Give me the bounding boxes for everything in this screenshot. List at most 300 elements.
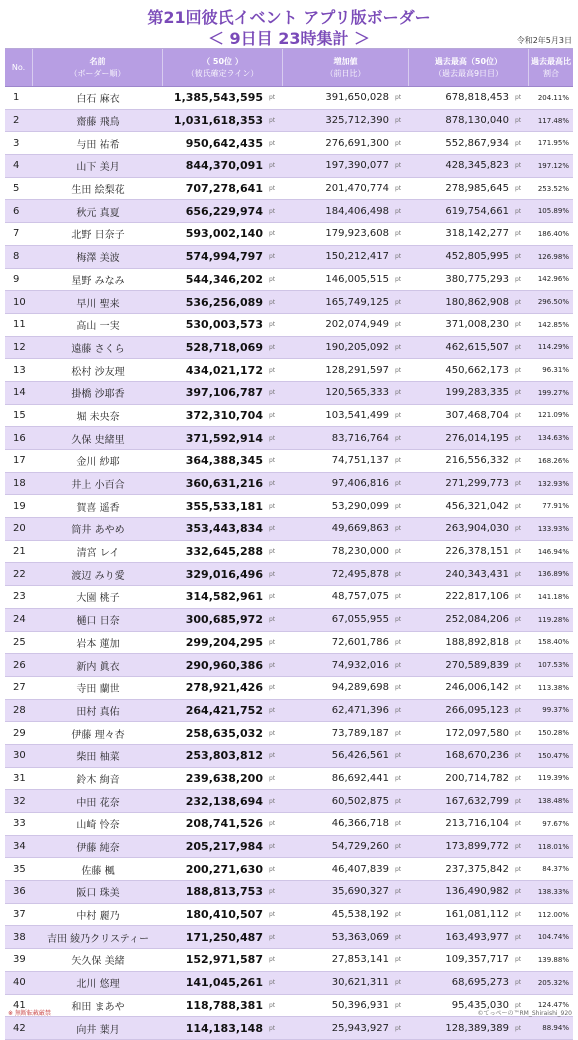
row-increase-value: 62,471,396 xyxy=(331,704,389,716)
row-border-value: 360,631,216 xyxy=(185,477,263,491)
row-increase-value: 94,289,698 xyxy=(331,682,389,694)
unit-label: pt xyxy=(395,411,402,419)
row-increase-value: 67,055,955 xyxy=(331,614,389,626)
row-border xyxy=(163,200,283,222)
row-border xyxy=(163,246,283,268)
row-no-value: 32 xyxy=(13,795,26,807)
row-border xyxy=(163,269,283,291)
row-border xyxy=(163,1017,283,1039)
unit-label: pt xyxy=(269,548,276,556)
unit-label: pt xyxy=(269,911,276,919)
row-ratio xyxy=(529,291,573,313)
unit-label: pt xyxy=(395,661,402,669)
row-name xyxy=(33,518,163,540)
unit-label: pt xyxy=(269,1024,276,1032)
table-row xyxy=(5,904,573,927)
row-ratio xyxy=(529,790,573,812)
row-name-value: 秋元 真夏 xyxy=(76,207,120,219)
row-border xyxy=(163,790,283,812)
unit-label: pt xyxy=(515,979,522,987)
table-row xyxy=(5,110,573,133)
row-past xyxy=(409,246,529,268)
row-past xyxy=(409,1017,529,1039)
row-no-value: 25 xyxy=(13,636,26,648)
unit-label: pt xyxy=(395,389,402,397)
row-past-value: 246,006,142 xyxy=(445,682,509,694)
row-ratio-value: 133.93% xyxy=(537,524,569,533)
row-increase-value: 202,074,949 xyxy=(325,319,389,331)
unit-label: pt xyxy=(269,1001,276,1009)
row-ratio xyxy=(529,246,573,268)
row-no-value: 29 xyxy=(13,727,26,739)
row-border-value: 1,385,543,595 xyxy=(173,91,263,105)
unit-label: pt xyxy=(515,411,522,419)
row-increase xyxy=(283,541,409,563)
row-increase xyxy=(283,473,409,495)
row-border-value: 205,217,984 xyxy=(185,840,263,854)
unit-label: pt xyxy=(515,774,522,782)
row-name-value: 堀 未央奈 xyxy=(76,411,120,423)
unit-label: pt xyxy=(269,843,276,851)
header-name xyxy=(33,49,163,86)
table-row xyxy=(5,155,573,178)
row-no-value: 38 xyxy=(13,931,26,943)
header-no-label: No. xyxy=(11,62,26,72)
unit-label: pt xyxy=(395,457,402,465)
table-row xyxy=(5,858,573,881)
row-border xyxy=(163,110,283,132)
table-row xyxy=(5,926,573,949)
table-row xyxy=(5,427,573,450)
unit-label: pt xyxy=(515,729,522,737)
table-row xyxy=(5,722,573,745)
row-ratio xyxy=(529,427,573,449)
row-no xyxy=(5,790,33,812)
row-past-value: 278,985,645 xyxy=(445,183,509,195)
unit-label: pt xyxy=(395,343,402,351)
row-border xyxy=(163,132,283,154)
row-name-value: 寺田 蘭世 xyxy=(76,684,120,696)
row-increase-value: 53,290,099 xyxy=(331,500,389,512)
unit-label: pt xyxy=(269,616,276,624)
unit-label: pt xyxy=(269,94,276,102)
unit-label: pt xyxy=(395,321,402,329)
row-ratio-value: 119.28% xyxy=(537,615,569,624)
row-increase xyxy=(283,745,409,767)
table-row xyxy=(5,813,573,836)
header-name-sub: （ボーダー順） xyxy=(69,68,126,78)
row-border xyxy=(163,926,283,948)
header-border-sub: （彼氏確定ライン） xyxy=(186,68,259,78)
row-ratio xyxy=(529,563,573,585)
unit-label: pt xyxy=(269,865,276,873)
row-increase xyxy=(283,836,409,858)
row-ratio-value: 112.00% xyxy=(537,910,569,919)
row-increase-value: 46,366,718 xyxy=(331,818,389,830)
row-name xyxy=(33,995,163,1017)
row-border xyxy=(163,178,283,200)
header-ratio xyxy=(529,49,573,86)
row-no xyxy=(5,405,33,427)
row-no xyxy=(5,518,33,540)
header-ratio-label: 過去最高比 xyxy=(531,56,571,66)
row-increase xyxy=(283,995,409,1017)
row-ratio xyxy=(529,586,573,608)
unit-label: pt xyxy=(515,616,522,624)
unit-label: pt xyxy=(269,434,276,442)
row-no xyxy=(5,768,33,790)
row-increase-value: 46,407,839 xyxy=(331,863,389,875)
row-increase xyxy=(283,632,409,654)
header-no xyxy=(5,49,33,86)
row-past-value: 276,014,195 xyxy=(445,432,509,444)
row-name xyxy=(33,223,163,245)
row-ratio-value: 142.85% xyxy=(537,320,569,329)
unit-label: pt xyxy=(395,865,402,873)
row-increase xyxy=(283,790,409,812)
row-name-value: 井上 小百合 xyxy=(71,480,125,492)
row-past xyxy=(409,836,529,858)
unit-label: pt xyxy=(269,139,276,147)
unit-label: pt xyxy=(395,1001,402,1009)
header-border-label: （ 50位 ） xyxy=(202,56,243,66)
row-past xyxy=(409,609,529,631)
row-ratio-value: 124.47% xyxy=(537,1001,569,1010)
row-increase-value: 128,291,597 xyxy=(325,364,389,376)
row-past xyxy=(409,473,529,495)
row-past xyxy=(409,858,529,880)
table-row xyxy=(5,745,573,768)
row-increase-value: 48,757,075 xyxy=(331,591,389,603)
row-no xyxy=(5,178,33,200)
report-date: 令和2年5月3日 xyxy=(516,36,572,45)
row-increase-value: 120,565,333 xyxy=(325,387,389,399)
row-border xyxy=(163,813,283,835)
row-border-value: 253,803,812 xyxy=(185,749,263,763)
row-ratio-value: 136.89% xyxy=(537,570,569,579)
row-past xyxy=(409,314,529,336)
row-no xyxy=(5,200,33,222)
row-increase xyxy=(283,450,409,472)
row-ratio xyxy=(529,858,573,880)
row-past xyxy=(409,155,529,177)
row-no xyxy=(5,632,33,654)
row-past xyxy=(409,972,529,994)
table-row xyxy=(5,495,573,518)
row-no-value: 41 xyxy=(13,999,26,1011)
header-increase-sub: （前日比） xyxy=(325,68,366,78)
row-border xyxy=(163,632,283,654)
row-past xyxy=(409,745,529,767)
row-border xyxy=(163,722,283,744)
row-border xyxy=(163,972,283,994)
row-increase xyxy=(283,881,409,903)
row-past xyxy=(409,200,529,222)
row-border xyxy=(163,654,283,676)
row-border-value: 152,971,587 xyxy=(185,953,263,967)
unit-label: pt xyxy=(515,162,522,170)
unit-label: pt xyxy=(395,570,402,578)
row-increase xyxy=(283,926,409,948)
unit-label: pt xyxy=(395,933,402,941)
row-border-value: 544,346,202 xyxy=(185,272,263,286)
unit-label: pt xyxy=(395,956,402,964)
row-past-value: 200,714,782 xyxy=(445,772,509,784)
row-name xyxy=(33,609,163,631)
row-name xyxy=(33,858,163,880)
row-border xyxy=(163,518,283,540)
row-border xyxy=(163,995,283,1017)
row-ratio-value: 113.38% xyxy=(537,683,569,692)
row-increase-value: 54,729,260 xyxy=(331,841,389,853)
row-border xyxy=(163,586,283,608)
row-ratio xyxy=(529,654,573,676)
row-no-value: 10 xyxy=(13,296,26,308)
row-border-value: 299,204,295 xyxy=(185,635,263,649)
row-past xyxy=(409,337,529,359)
row-increase-value: 50,396,931 xyxy=(331,999,389,1011)
row-past-value: 452,805,995 xyxy=(445,251,509,263)
row-no-value: 33 xyxy=(13,818,26,830)
border-table xyxy=(5,48,573,1040)
table-row xyxy=(5,450,573,473)
unit-label: pt xyxy=(395,94,402,102)
row-name xyxy=(33,405,163,427)
row-name xyxy=(33,677,163,699)
row-past-value: 68,695,273 xyxy=(451,977,509,989)
unit-label: pt xyxy=(515,230,522,238)
row-name xyxy=(33,132,163,154)
row-ratio xyxy=(529,881,573,903)
row-no xyxy=(5,677,33,699)
row-no-value: 42 xyxy=(13,1022,26,1034)
row-increase xyxy=(283,654,409,676)
row-increase-value: 190,205,092 xyxy=(325,341,389,353)
row-ratio-value: 150.47% xyxy=(537,751,569,760)
row-no-value: 34 xyxy=(13,841,26,853)
row-past-value: 172,097,580 xyxy=(445,727,509,739)
row-ratio-value: 99.37% xyxy=(542,706,569,715)
table-row xyxy=(5,677,573,700)
row-increase xyxy=(283,359,409,381)
unit-label: pt xyxy=(269,207,276,215)
unit-label: pt xyxy=(395,774,402,782)
row-ratio-value: 296.50% xyxy=(537,298,569,307)
row-ratio xyxy=(529,110,573,132)
row-name-value: 新内 眞衣 xyxy=(76,661,120,673)
unit-label: pt xyxy=(269,729,276,737)
table-header xyxy=(5,49,573,87)
table-row xyxy=(5,359,573,382)
row-increase-value: 27,853,141 xyxy=(331,954,389,966)
row-past xyxy=(409,563,529,585)
row-no xyxy=(5,813,33,835)
unit-label: pt xyxy=(395,207,402,215)
row-name xyxy=(33,722,163,744)
row-past-value: 95,435,030 xyxy=(451,999,509,1011)
row-name-value: 鈴木 絢音 xyxy=(76,774,120,786)
row-past xyxy=(409,700,529,722)
row-name xyxy=(33,881,163,903)
row-past-value: 161,081,112 xyxy=(445,909,509,921)
row-name xyxy=(33,427,163,449)
row-no-value: 27 xyxy=(13,682,26,694)
row-past xyxy=(409,768,529,790)
unit-label: pt xyxy=(395,480,402,488)
row-past-value: 462,615,507 xyxy=(445,341,509,353)
unit-label: pt xyxy=(395,298,402,306)
row-no-value: 16 xyxy=(13,432,26,444)
table-row xyxy=(5,382,573,405)
row-increase-value: 56,426,561 xyxy=(331,750,389,762)
row-no-value: 1 xyxy=(13,92,20,104)
row-increase xyxy=(283,1017,409,1039)
row-name-value: 松村 沙友理 xyxy=(71,366,125,378)
row-name xyxy=(33,768,163,790)
row-name-value: 筒井 あやめ xyxy=(71,525,125,537)
unit-label: pt xyxy=(395,820,402,828)
row-name xyxy=(33,337,163,359)
header-increase-label: 増加値 xyxy=(333,56,358,66)
row-past xyxy=(409,405,529,427)
table-row xyxy=(5,700,573,723)
table-row xyxy=(5,269,573,292)
row-ratio xyxy=(529,1017,573,1039)
row-border xyxy=(163,677,283,699)
page-subtitle: ＜ 9日目 23時集計 ＞ xyxy=(207,29,371,48)
row-name-value: 齋藤 飛鳥 xyxy=(76,117,120,129)
unit-label: pt xyxy=(269,502,276,510)
row-border xyxy=(163,473,283,495)
row-ratio xyxy=(529,200,573,222)
row-no xyxy=(5,337,33,359)
row-no-value: 5 xyxy=(13,183,20,195)
row-ratio xyxy=(529,132,573,154)
unit-label: pt xyxy=(395,253,402,261)
row-border xyxy=(163,563,283,585)
row-past-value: 180,862,908 xyxy=(445,296,509,308)
row-border-value: 290,960,386 xyxy=(185,658,263,672)
row-past xyxy=(409,926,529,948)
row-past xyxy=(409,586,529,608)
row-name xyxy=(33,382,163,404)
table-row xyxy=(5,178,573,201)
row-border-value: 208,741,526 xyxy=(185,817,263,831)
row-name-value: 吉田 綾乃クリスティー xyxy=(47,933,149,945)
row-ratio xyxy=(529,269,573,291)
row-name xyxy=(33,949,163,971)
row-ratio-value: 141.18% xyxy=(537,592,569,601)
row-past-value: 371,008,230 xyxy=(445,319,509,331)
row-past xyxy=(409,132,529,154)
row-border-value: 332,645,288 xyxy=(185,545,263,559)
row-border-value: 593,002,140 xyxy=(185,227,263,241)
unit-label: pt xyxy=(515,797,522,805)
row-ratio xyxy=(529,722,573,744)
table-row xyxy=(5,314,573,337)
row-border xyxy=(163,450,283,472)
row-increase xyxy=(283,722,409,744)
row-name-value: 金川 紗耶 xyxy=(76,457,120,469)
header-ratio-sub: 割合 xyxy=(543,68,559,78)
row-no xyxy=(5,654,33,676)
unit-label: pt xyxy=(395,616,402,624)
row-past xyxy=(409,495,529,517)
row-past xyxy=(409,291,529,313)
row-name xyxy=(33,110,163,132)
footnote: ※ 無断転載厳禁 xyxy=(8,1010,51,1017)
row-no-value: 35 xyxy=(13,863,26,875)
row-past xyxy=(409,881,529,903)
table-row xyxy=(5,246,573,269)
row-increase-value: 97,406,816 xyxy=(331,478,389,490)
row-ratio-value: 77.91% xyxy=(542,502,569,511)
row-name xyxy=(33,473,163,495)
row-ratio xyxy=(529,949,573,971)
row-no-value: 36 xyxy=(13,886,26,898)
row-no xyxy=(5,473,33,495)
unit-label: pt xyxy=(269,661,276,669)
row-past xyxy=(409,269,529,291)
row-ratio-value: 117.48% xyxy=(537,116,569,125)
row-increase xyxy=(283,132,409,154)
row-increase xyxy=(283,858,409,880)
row-border xyxy=(163,405,283,427)
row-past xyxy=(409,87,529,109)
row-no xyxy=(5,223,33,245)
row-border-value: 536,256,089 xyxy=(185,295,263,309)
row-name-value: 向井 葉月 xyxy=(76,1024,120,1036)
table-row xyxy=(5,836,573,859)
row-no xyxy=(5,745,33,767)
unit-label: pt xyxy=(269,321,276,329)
row-name xyxy=(33,200,163,222)
unit-label: pt xyxy=(515,434,522,442)
row-no-value: 26 xyxy=(13,659,26,671)
row-increase xyxy=(283,155,409,177)
row-increase-value: 53,363,069 xyxy=(331,931,389,943)
row-no xyxy=(5,382,33,404)
row-no xyxy=(5,904,33,926)
row-ratio-value: 168.26% xyxy=(537,456,569,465)
unit-label: pt xyxy=(395,638,402,646)
row-no-value: 19 xyxy=(13,500,26,512)
unit-label: pt xyxy=(269,253,276,261)
row-no-value: 4 xyxy=(13,160,20,172)
row-border-value: 171,250,487 xyxy=(185,930,263,944)
row-no-value: 22 xyxy=(13,568,26,580)
row-border-value: 300,685,972 xyxy=(185,613,263,627)
row-past-value: 237,375,842 xyxy=(445,863,509,875)
row-border xyxy=(163,609,283,631)
unit-label: pt xyxy=(269,411,276,419)
row-increase xyxy=(283,518,409,540)
row-increase xyxy=(283,677,409,699)
row-ratio xyxy=(529,632,573,654)
row-increase-value: 146,005,515 xyxy=(325,273,389,285)
row-name xyxy=(33,1017,163,1039)
row-name xyxy=(33,178,163,200)
table-row xyxy=(5,87,573,110)
row-name-value: 北川 悠理 xyxy=(76,979,120,991)
unit-label: pt xyxy=(269,956,276,964)
row-name xyxy=(33,495,163,517)
row-no-value: 21 xyxy=(13,546,26,558)
unit-label: pt xyxy=(515,570,522,578)
row-name-value: 伊藤 理々杏 xyxy=(71,729,125,741)
row-name-value: 佐藤 楓 xyxy=(81,865,115,877)
row-ratio xyxy=(529,926,573,948)
